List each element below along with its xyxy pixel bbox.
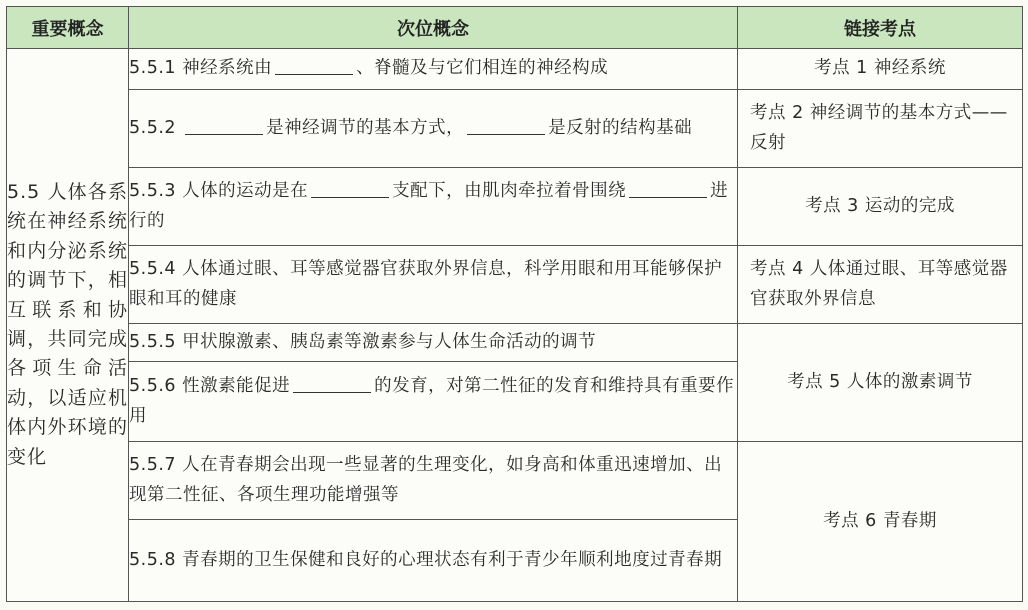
table-row: [7, 168, 1023, 246]
sub-concept-text: 5.5.1 神经系统由: [129, 58, 273, 79]
link-exam-point-6: 考点 6 青春期: [738, 442, 1023, 602]
link-exam-point-2: 考点 2 神经调节的基本方式——反射: [738, 90, 1023, 168]
fill-blank[interactable]: [293, 375, 371, 394]
sub-concept-text: 、脊髓及与它们相连的神经构成: [356, 58, 609, 79]
header-linked-exam-point: 链接考点: [738, 7, 1023, 49]
sub-concept-text: 的发育，对第二性征的发育和维持具有重要作用: [129, 376, 735, 426]
link-exam-point-3: 考点 3 运动的完成: [738, 168, 1023, 246]
sub-concept-5-5-5: 5.5.5 甲状腺激素、胰岛素等激素参与人体生命活动的调节: [129, 324, 738, 362]
sub-concept-text: 是反射的结构基础: [548, 117, 693, 138]
link-exam-point-1: 考点 1 神经系统: [738, 49, 1023, 90]
fill-blank[interactable]: [275, 57, 353, 76]
sub-concept-5-5-2: [129, 90, 738, 168]
sub-concept-text: 是神经调节的基本方式，: [266, 117, 465, 138]
table-row: [7, 49, 1023, 90]
table-row: [7, 246, 1023, 324]
fill-blank[interactable]: [311, 180, 389, 199]
sub-concept-text: 5.5.3 人体的运动是在: [129, 181, 309, 202]
sub-concept-5-5-6: [129, 362, 738, 442]
table-row: [7, 90, 1023, 168]
sub-concept-text: 支配下，由肌肉牵拉着骨围绕: [392, 181, 627, 202]
header-secondary-concept: 次位概念: [129, 7, 738, 49]
sub-concept-text: 5.5.6 性激素能促进: [129, 376, 291, 397]
sub-concept-5-5-8: 5.5.8 青春期的卫生保健和良好的心理状态有利于青少年顺利地度过青春期: [129, 520, 738, 602]
sub-concept-5-5-4: 5.5.4 人体通过眼、耳等感觉器官获取外界信息，科学用眼和用耳能够保护眼和耳的健康: [129, 246, 738, 324]
fill-blank[interactable]: [467, 116, 545, 135]
table-row: [7, 324, 1023, 362]
sub-concept-5-5-3: [129, 168, 738, 246]
concept-table: [6, 6, 1023, 602]
header-important-concept: 重要概念: [7, 7, 129, 49]
fill-blank[interactable]: [629, 180, 707, 199]
table-row: [7, 442, 1023, 520]
sub-concept-text: 进行的: [129, 181, 729, 231]
fill-blank[interactable]: [185, 116, 263, 135]
sub-concept-text: 5.5.2: [129, 117, 183, 138]
main-concept-cell: 5.5 人体各系统在神经系统和内分泌系统的调节下，相互联系和协调，共同完成各项生命活动，以适应机体内外环境的变化: [7, 49, 129, 602]
sub-concept-5-5-7: 5.5.7 人在青春期会出现一些显著的生理变化，如身高和体重迅速增加、出现第二性征、各项生理功能增强等: [129, 442, 738, 520]
sub-concept-5-5-1: [129, 49, 738, 90]
table-header-row: [7, 7, 1023, 49]
link-exam-point-5: 考点 5 人体的激素调节: [738, 324, 1023, 442]
link-exam-point-4: 考点 4 人体通过眼、耳等感觉器官获取外界信息: [738, 246, 1023, 324]
